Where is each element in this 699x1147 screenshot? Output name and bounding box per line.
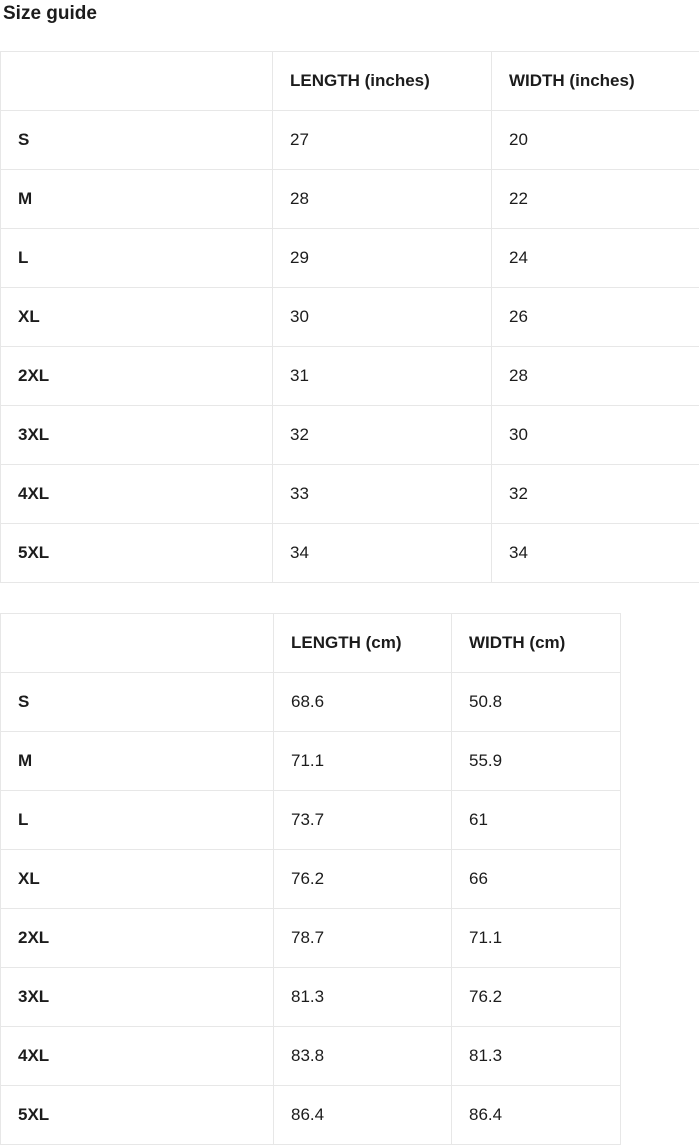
size-label: XL	[1, 850, 274, 909]
length-value: 68.6	[274, 673, 452, 732]
table-body-inches	[1, 111, 699, 583]
width-value: 22	[492, 170, 699, 229]
length-value: 34	[273, 524, 492, 583]
size-label: S	[1, 673, 274, 732]
size-label: XL	[1, 288, 273, 347]
size-label: M	[1, 170, 273, 229]
size-label: 3XL	[1, 968, 274, 1027]
table-row	[1, 524, 699, 583]
table-row	[1, 1086, 621, 1145]
table-row	[1, 791, 621, 850]
header-row	[1, 52, 699, 111]
table-row	[1, 229, 699, 288]
width-value: 55.9	[452, 732, 621, 791]
length-value: 73.7	[274, 791, 452, 850]
table-row	[1, 732, 621, 791]
length-value: 27	[273, 111, 492, 170]
table-row	[1, 111, 699, 170]
size-label: L	[1, 791, 274, 850]
size-label: 5XL	[1, 524, 273, 583]
size-label: 2XL	[1, 347, 273, 406]
width-value: 76.2	[452, 968, 621, 1027]
length-value: 83.8	[274, 1027, 452, 1086]
width-value: 61	[452, 791, 621, 850]
size-label: 4XL	[1, 1027, 274, 1086]
length-value: 32	[273, 406, 492, 465]
header-length-cm: LENGTH (cm)	[274, 614, 452, 673]
table-row	[1, 1027, 621, 1086]
length-value: 86.4	[274, 1086, 452, 1145]
width-value: 81.3	[452, 1027, 621, 1086]
table-row	[1, 347, 699, 406]
size-table-cm	[0, 613, 621, 1145]
width-value: 26	[492, 288, 699, 347]
length-value: 33	[273, 465, 492, 524]
table-row	[1, 465, 699, 524]
size-label: M	[1, 732, 274, 791]
page-title: Size guide	[3, 2, 699, 25]
length-value: 28	[273, 170, 492, 229]
length-value: 30	[273, 288, 492, 347]
header-width-inches: WIDTH (inches)	[492, 52, 699, 111]
width-value: 28	[492, 347, 699, 406]
width-value: 66	[452, 850, 621, 909]
header-size-blank	[1, 614, 274, 673]
length-value: 81.3	[274, 968, 452, 1027]
size-label: 2XL	[1, 909, 274, 968]
table-row	[1, 288, 699, 347]
table-row	[1, 909, 621, 968]
size-label: S	[1, 111, 273, 170]
length-value: 78.7	[274, 909, 452, 968]
width-value: 20	[492, 111, 699, 170]
length-value: 71.1	[274, 732, 452, 791]
table-row	[1, 170, 699, 229]
table-row	[1, 850, 621, 909]
width-value: 30	[492, 406, 699, 465]
table-row	[1, 406, 699, 465]
width-value: 24	[492, 229, 699, 288]
size-label: 5XL	[1, 1086, 274, 1145]
width-value: 32	[492, 465, 699, 524]
header-width-cm: WIDTH (cm)	[452, 614, 621, 673]
size-label: L	[1, 229, 273, 288]
header-size-blank	[1, 52, 273, 111]
table-body-cm	[1, 673, 621, 1145]
width-value: 50.8	[452, 673, 621, 732]
length-value: 29	[273, 229, 492, 288]
length-value: 76.2	[274, 850, 452, 909]
length-value: 31	[273, 347, 492, 406]
size-table-inches	[0, 51, 699, 583]
width-value: 34	[492, 524, 699, 583]
table-row	[1, 673, 621, 732]
width-value: 86.4	[452, 1086, 621, 1145]
table-row	[1, 968, 621, 1027]
header-row	[1, 614, 621, 673]
width-value: 71.1	[452, 909, 621, 968]
header-length-inches: LENGTH (inches)	[273, 52, 492, 111]
size-label: 4XL	[1, 465, 273, 524]
size-label: 3XL	[1, 406, 273, 465]
